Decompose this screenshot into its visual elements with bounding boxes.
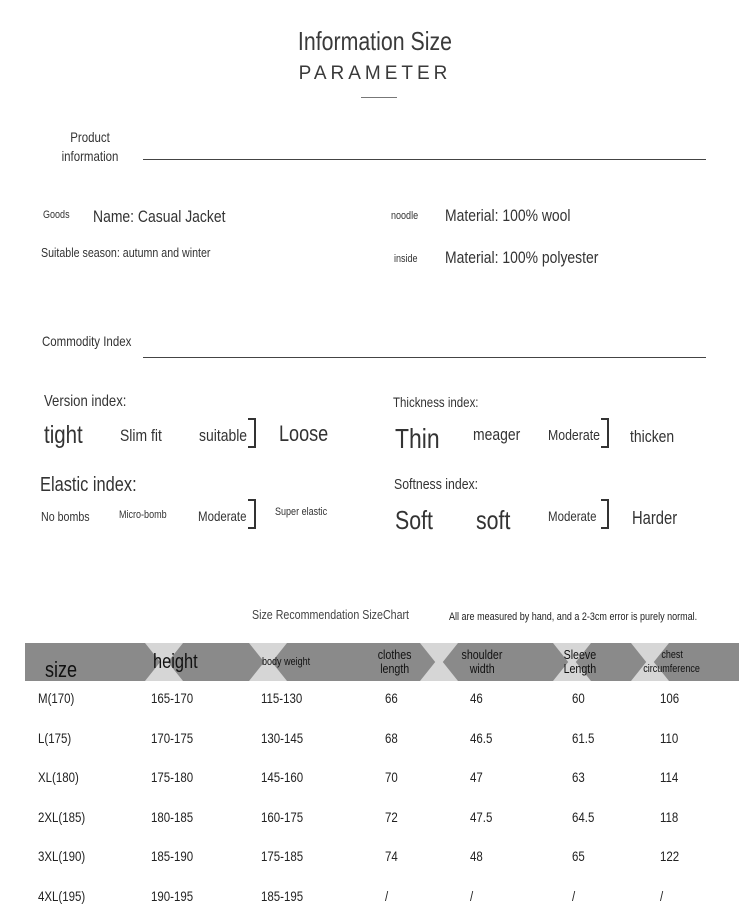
cell-shoulder-width: / (470, 887, 474, 904)
cell-body-weight: 145-160 (261, 769, 304, 785)
cell-height: 175-180 (151, 769, 194, 785)
cell-sleeve-length: 63 (572, 769, 585, 785)
version-option-loose: Loose (279, 421, 329, 446)
cell-height: 165-170 (151, 690, 194, 706)
softness-option-moderate: Moderate (548, 508, 597, 524)
outer-label: noodle (391, 210, 419, 222)
cell-clothes-length: / (385, 887, 389, 904)
commodity-section-label: Commodity Index (42, 333, 132, 349)
cell-size: 3XL(190) (38, 848, 86, 864)
version-option-slim: Slim fit (120, 426, 162, 445)
header-shoulder-width: shoulder width (461, 647, 503, 676)
header-size: size (45, 657, 78, 682)
cell-sleeve-length: / (572, 887, 576, 904)
cell-body-weight: 115-130 (261, 690, 303, 706)
cell-chest-circumference: / (660, 887, 664, 904)
elastic-option-micro-bomb: Micro-bomb (119, 509, 167, 521)
cell-chest-circumference: 114 (660, 769, 679, 785)
cell-shoulder-width: 46 (470, 690, 483, 706)
cell-body-weight: 130-145 (261, 729, 304, 746)
size-table-header (25, 643, 739, 681)
cell-sleeve-length: 65 (572, 848, 585, 864)
page-subtitle: PARAMETER (298, 63, 452, 84)
thickness-option-thicken: thicken (630, 427, 675, 446)
cell-size: 2XL(185) (38, 808, 86, 825)
product-label-line2: information (61, 148, 119, 164)
cell-body-weight: 185-195 (261, 887, 304, 904)
elastic-option-moderate: Moderate (198, 508, 247, 524)
thickness-option-thin: Thin (395, 423, 440, 454)
cell-clothes-length: 70 (385, 769, 398, 785)
outer-material: Material: 100% wool (445, 206, 571, 225)
cell-clothes-length: 74 (385, 848, 398, 864)
cell-size: 4XL(195) (38, 887, 86, 904)
cell-clothes-length: 68 (385, 729, 398, 746)
page-title: Information Size (297, 26, 453, 56)
size-chart-title: Size Recommendation SizeChart (252, 607, 410, 622)
header-body-weight: body weight (262, 656, 311, 668)
thickness-option-moderate: Moderate (548, 427, 600, 444)
cell-clothes-length: 72 (385, 808, 398, 825)
softness-index-title: Softness index: (394, 476, 479, 493)
cell-sleeve-length: 61.5 (572, 729, 595, 746)
cell-height: 170-175 (151, 729, 194, 746)
cell-chest-circumference: 122 (660, 848, 680, 864)
size-chart-note: All are measured by hand, and a 2-3cm error is purely normal. (449, 611, 698, 623)
cell-shoulder-width: 46.5 (470, 729, 493, 746)
season-text: Suitable season: autumn and winter (41, 245, 211, 260)
header-height: height (153, 651, 198, 673)
product-divider (143, 159, 706, 160)
product-label-line1: Product (70, 129, 110, 145)
cell-shoulder-width: 47 (470, 769, 483, 785)
thickness-index-title: Thickness index: (393, 394, 479, 410)
softness-option-soft: Soft (395, 505, 433, 535)
cell-chest-circumference: 118 (660, 808, 679, 825)
cell-height: 185-190 (151, 848, 194, 864)
cell-sleeve-length: 64.5 (572, 808, 595, 825)
header-clothes-length: clothes length (378, 647, 412, 676)
cell-height: 190-195 (151, 887, 194, 904)
product-section-label (57, 128, 123, 166)
cell-size: XL(180) (38, 769, 79, 785)
cell-height: 180-185 (151, 808, 194, 825)
cell-sleeve-length: 60 (572, 690, 585, 706)
cell-size: L(175) (38, 729, 72, 746)
header-chest-circumference: chest circumference (643, 649, 701, 675)
header-sleeve-length: Sleeve Length (563, 647, 597, 676)
goods-label: Goods (43, 209, 70, 221)
thickness-option-meager: meager (473, 425, 521, 444)
elastic-option-no-bombs: No bombs (41, 509, 90, 524)
elastic-option-super-elastic: Super elastic (275, 506, 328, 518)
cell-chest-circumference: 110 (660, 729, 679, 746)
version-option-suitable: suitable (199, 426, 248, 445)
cell-shoulder-width: 48 (470, 848, 483, 864)
cell-body-weight: 160-175 (261, 808, 304, 825)
title-divider (361, 97, 397, 98)
version-option-tight: tight (44, 421, 83, 449)
cell-shoulder-width: 47.5 (470, 808, 493, 825)
commodity-divider (143, 357, 706, 358)
cell-size: M(170) (38, 690, 75, 706)
cell-chest-circumference: 106 (660, 690, 680, 706)
cell-body-weight: 175-185 (261, 848, 304, 864)
goods-value: Name: Casual Jacket (93, 207, 226, 226)
version-index-title: Version index: (44, 393, 127, 410)
inner-material: Material: 100% polyester (445, 248, 599, 267)
softness-option-harder: Harder (632, 508, 678, 528)
cell-clothes-length: 66 (385, 690, 398, 706)
softness-option-soft-2: soft (476, 505, 511, 535)
elastic-index-title: Elastic index: (40, 474, 137, 496)
inner-label: inside (394, 253, 418, 265)
